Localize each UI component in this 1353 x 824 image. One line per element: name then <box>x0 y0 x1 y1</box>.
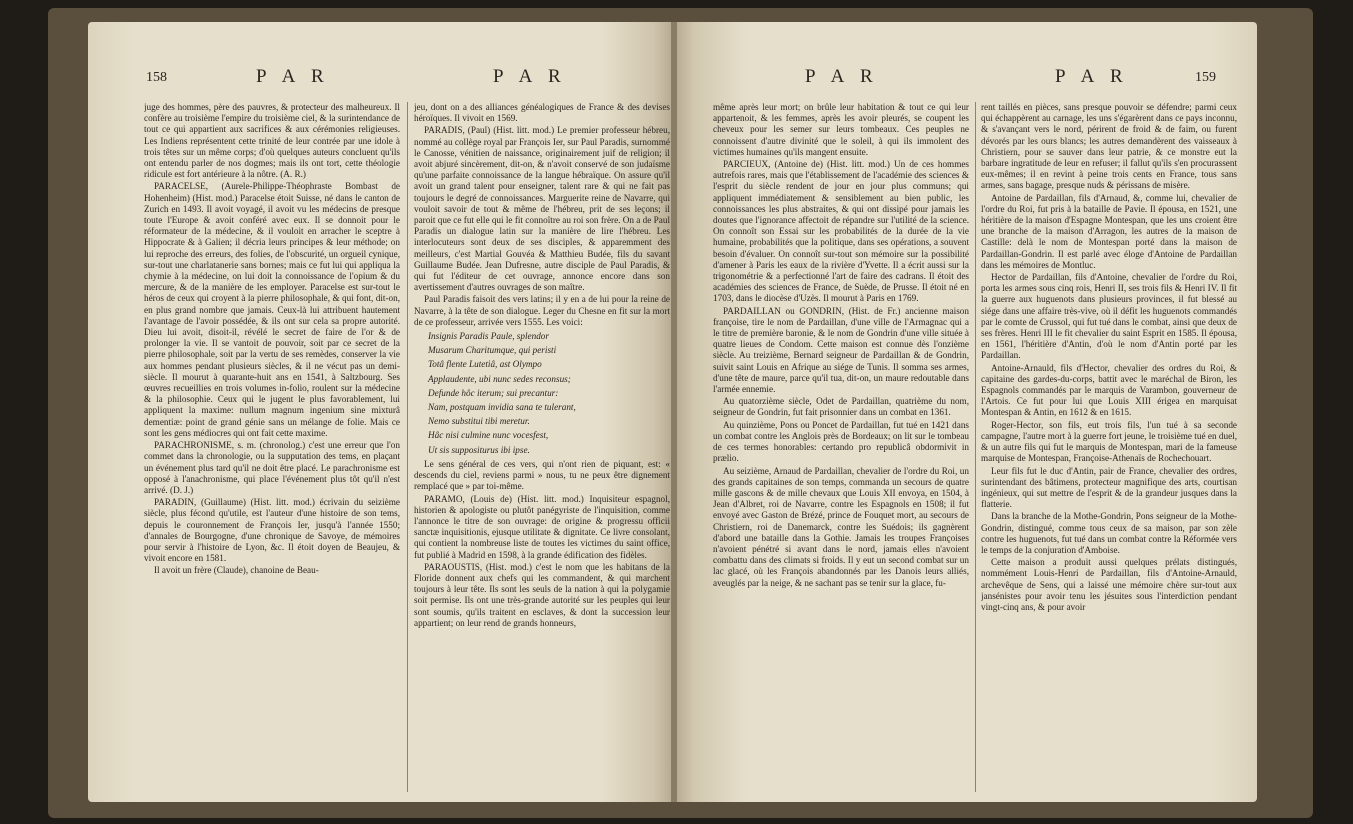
paragraph: Antoine-Arnauld, fils d'Hector, chevalier des ordres du Roi, & capitaine des gardes-du-corps, battit avec le maréchal de Biron, les Espagnols commandés par le marquis de Varambon, gouverneur de l'Artois. Ce fut pour lui que Louis XIII érigea en marquisat Montespan & Antin, en 1612 & en 1615. <box>981 362 1237 418</box>
running-head-right: P A R <box>1055 66 1129 87</box>
left-column-1 <box>144 102 400 792</box>
verse-line: Insignis Paradis Paule, splendor <box>428 331 549 342</box>
verse-line: Hâc nisi culmine nunc vocesfest, <box>428 430 549 441</box>
paragraph: PARACHRONISME, s. m. (chronolog.) c'est une erreur que l'on commet dans la chronologie, ou la supputation des tems, en plaçant un événement plus tard qu'il ne doit être placé. Le parachronisme est opposé à l'anachronisme, qui place l'événement plus tôt qu'il n'est arrivé. (D. J.) <box>144 440 400 495</box>
verse-line: Nam, postquam invidia sana te tulerant, <box>428 402 576 413</box>
right-page <box>677 22 1257 802</box>
paragraph: jeu, dont on a des alliances généalogiques de France & des devises héroïques. Il vivoit en 1569. <box>414 102 670 124</box>
running-head: P A R <box>805 66 879 87</box>
right-column-2 <box>981 102 1237 792</box>
verse-line: Defunde hôc iterum; sui precantur: <box>428 387 559 398</box>
paragraph: PARAMO, (Louis de) (Hist. litt. mod.) Inquisiteur espagnol, historien & apologiste ou plutôt panégyriste de l'inquisition, comme l'annonce le titre de son ouvrage: de origine & progressu officii sanctæ inquisitionis, ejusque utilitate & dignitate. Ce livre consolant, qui contient la nombreuse liste de toutes les victimes du saint office, fut publié à Madrid en 1598, à la grande édification des fidèles. <box>414 493 670 560</box>
paragraph: Roger-Hector, son fils, eut trois fils, l'un tué à sa seconde campagne, l'autre mort à la guerre fort jeune, le troisième tué en duel, & un autre fils qui fut le marquis de Montespan, mari de la fameuse marquise de Montespan, Françoise-Athenaïs de Rochechouart. <box>981 419 1237 464</box>
running-head-right: P A R <box>493 66 567 87</box>
running-head: P A R <box>256 66 330 87</box>
paragraph: PARADIS, (Paul) (Hist. litt. mod.) Le premier professeur hébreu, nommé au collège royal par François Ier, sur Paul Paradis, surnommé le Canosse, vénitien de naissance, originairement juif de religion; il avoit abjuré sincèrement, dit-on, & n'avoit conservé de son judaïsme qu'une parfaite connoissance de la langue hébraïque. On assure qu'il avoit un grand talent pour enseigner, talent rare & qui ne fait pas toujours le degré de connoissances. Marguerite reine de Navarre, qui vouloit savoir de tout & même de l'hébreu, prit de ses leçons; il paroit que ce fut elle qui le fit connoître au roi son frère. On a de Paul Paradis un dialogue latin sur la manière de lire l'hébreu. Les interlocuteurs sont deux de ses disciples, & apparemment des meilleurs, c'est Martial Gouvéa & Matthieu Budée, fils du savant Guillaume Budée. Jean Dufresne, autre disciple de Paul Paradis, & qui fut l'éditeur de cet ouvrage, annonce encore dans son avertissement d'autres ouvrages de son maître. <box>414 125 670 293</box>
column-rule <box>407 102 408 792</box>
paragraph: Au quinzième, Pons ou Poncet de Pardaillan, fut tué en 1421 dans un combat contre les Anglois près de Bordeaux; on lit sur le tombeau de ces termes honorables: certando pro republicâ obdormivit in prælio. <box>713 419 969 464</box>
verse-line: Totâ flente Lutetiâ, ast Olympo <box>428 359 542 370</box>
paragraph: PARACELSE, (Aurele-Philippe-Théophraste Bombast de Hohenheim) (Hist. mod.) Paracelse étoit Suisse, né dans le canton de Zurich en 1493. Il avoit voyagé, il avoit vu les médecins de presque toute l'Europe & avoit conféré avec eux. Il se donnoit pour le réformateur de la médecine, & il vouloit en arracher le sceptre à Hippocrate & à Galien; il décria leurs principes & leur méthode; on lui reproche des erreurs, des folies, de l'obscurité, un orgueil cynique, sur-tout une charlatanerie sans bornes; mais ce fut lui qui appliqua la chymie à la médecine, on lui doit la connoissance de l'opium & du mercure, & de la manière de les employer. Paracelse est sur-tout le héros de ceux qui croyent à la pierre philosophale, & qui font, dit-on, en plus grand nombre que jamais. Ceux-là lui attribuent hautement l'avantage de l'avoir possédée, & ils ont sur cela sa propre autorité. Dieu lui avoit, disoit-il, révélé le secret de faire de l'or & de prolonger la vie. Il se vantoit de pouvoir, soit par ce secret de la pierre philosophale, soit par la vertu de ses remèdes, conserver la vie aux hommes pendant plusieurs siècles, & il ne vécut pas un demi-siècle. Il mourut à quarante-huit ans en 1541, à Saltzbourg. Ses œuvres recueillies en trois volumes in-folio, roulent sur la médecine & la philosophie. Ceux qui le jugent le plus favorablement, lui appliquent la maxime: nullum magnum ingenium sine mixturâ dementiæ: point de grand génie sans un mélange de folie. Mais ce sont les gens médiocres qui ont fait cette maxime. <box>144 181 400 438</box>
paragraph: Hector de Pardaillan, fils d'Antoine, chevalier de l'ordre du Roi, porta les armes sous cinq rois, Henri II, ses trois fils & Henri IV. Il fit la guerre aux huguenots dans plusieurs provinces, il fut blessé au siége dans une affaire très-vive, où il défit les huguenots commandés par le comte de Crussol, qui fut tué dans le combat, ainsi que deux de ses frères. Henri III le fit chevalier du saint Esprit en 1585. Il épousa, en 1561, l'héritière d'Antin, d'où le nom d'Antin porté par les Pardaillan. <box>981 272 1237 361</box>
right-column-1 <box>713 102 969 792</box>
paragraph: juge des hommes, père des pauvres, & protecteur des malheureux. Il confère au troisième l'empire du troisième ciel, & la surintendance de tout ce qui appartient aux sacrifices & aux cérémonies religieuses. Les Indiens représentent cette trinité de leur contrée par une idole à trois têtes sur un même corps; d'où quelques auteurs concluent qu'ils ont entendu parler de nos dogmes; mais ils ont tort, cette théologie ridicule est fort antérieure à la nôtre. (A. R.) <box>144 102 400 180</box>
verse-line: Ut sis suppositurus ibi ipse. <box>428 444 530 455</box>
column-rule <box>975 102 976 792</box>
paragraph: Au seizième, Arnaud de Pardaillan, chevalier de l'ordre du Roi, un des grands capitaines de son temps, commanda un secours de quatre mille gascons & de mille chevaux que Louis XII envoya, en 1504, à Jean d'Albret, roi de Navarre, contre les Espagnols en 1508; il fut envoyé avec Gaston de Brézé, prince de Fouquet mort, au secours de Christiern, roi de Danemarck, contre les Suédois; ils gagnèrent d'abord une bataille dans la Gothie. Jamais les troupes Françoises n'avoient pénétré si avant dans le nord, jamais elles n'avoient combattu dans des climats si froids. Il y eut un second combat sur un lac glacé, où les François abandonnés par les Danois leurs alliés, aveuglés par la neige, & ne sachant pas se tenir sur la glace, fu- <box>713 465 969 588</box>
paragraph: Paul Paradis faisoit des vers latins; il y en a de lui pour la reine de Navarre, à la tête de son dialogue. Leger du Chesne en fit sur la mort de ce professeur, arrivée vers 1555. Les voici: <box>414 294 670 327</box>
paragraph: même après leur mort; on brûle leur habitation & tout ce qui leur appartenoit, & les femmes, après les avoir pleurés, se coupent les cheveux pour les semer sur leurs tombeaux. Ces peuples ne connoissent d'autre divinité que le soleil, à qui ils immolent des victimes humaines qu'ils mangent ensuite. <box>713 102 969 157</box>
paragraph: Cette maison a produit aussi quelques prélats distingués, nommément Louis-Henri de Pardaillan, fils d'Antoine-Arnauld, archevêque de Sens, qui a laissé une mémoire chère sur-tout aux jansénistes pour avoir tenu les jésuites sous l'interdiction pendant vingt-cinq ans, & pour avoir <box>981 557 1237 612</box>
left-page <box>88 22 671 802</box>
paragraph: Il avoit un frère (Claude), chanoine de Beau- <box>154 565 319 576</box>
page-number: 158 <box>146 70 167 85</box>
paragraph: PARDAILLAN ou GONDRIN, (Hist. de Fr.) ancienne maison françoise, tire le nom de Pardaillan, d'une ville de l'Armagnac qui a le titre de première baronie, & le nom de Gondrin d'une ville située à quatre lieues de Condom. Cette maison est connue dès l'onzième siècle. Au treizième, Bernard seigneur de Pardaillan & de Gondrin, suivit saint Louis en Afrique au siége de Tunis. Il somma ses armes, d'une tête de maure, parce qu'il tua, dit-on, un maure redoutable dans l'armée ennemie. <box>713 305 969 395</box>
paragraph: Au quatorzième siècle, Odet de Pardaillan, quatrième du nom, seigneur de Gondrin, fut fait prisonnier dans un combat en 1361. <box>713 396 969 418</box>
paragraph: PARAOUSTIS, (Hist. mod.) c'est le nom que les habitans de la Floride donnent aux chefs qui les commandent, & qui marchent toujours à leur tête. Ils sont les seuls de la nation à qui la polygamie soit permise. Ils ont une très-grande autorité sur les peuples qui leur sont soumis, qu'ils traitent en esclaves, & dont la succession leur appartient; on leur rend de grands honneurs, <box>414 561 670 628</box>
verse-line: Musarum Charitumque, qui peristi <box>428 345 557 356</box>
paragraph: Le sens général de ces vers, qui n'ont rien de piquant, est: « descends du ciel, reviens parmi » nous, tu ne peux être dignement remplacé que » par toi-même. <box>414 458 670 492</box>
verse-line: Nemo substitui tibi meretur. <box>428 416 530 427</box>
page-number: 159 <box>1195 70 1216 85</box>
paragraph: PARADIN, (Guillaume) (Hist. litt. mod.) écrivain du seizième siècle, plus fécond qu'utile, est l'auteur d'une histoire de son tems, depuis le couronnement de François Ier, jusqu'à l'année 1550; d'annales de Bourgogne, d'une chronique de Savoye, de mémoires pour servir à l'histoire de Lyon, &c. Il étoit doyen de Beaujeu, & vivoit encore en 1581. <box>144 497 400 564</box>
paragraph: Antoine de Pardaillan, fils d'Arnaud, &, comme lui, chevalier de l'ordre du Roi, fut pris à la bataille de Pavie. Il épousa, en 1521, une héritière de la maison d'Espagne Montespan, que les uns croient être une branche de la maison d'Arragon, les autres de la maison de Castille: delà le nom de Montespan porté dans la maison de Pardaillan-Gondrin. Il est parlé avec éloge d'Antoine de Pardaillan dans les mémoires de Montluc. <box>981 192 1237 270</box>
paragraph: Leur fils fut le duc d'Antin, pair de France, chevalier des ordres, surintendant des bâtimens, protecteur magnifique des arts, courtisan ingénieux, qui sut mettre de l'esprit & de la grandeur jusques dans la flatterie. <box>981 465 1237 510</box>
paragraph: rent taillés en pièces, sans presque pouvoir se défendre; parmi ceux qui échappèrent au carnage, les uns s'égarèrent dans ce pays inconnu, & s'avançant vers le nord, périrent de froid & de faim, ou furent dévorés par les ours blancs; les autres demandèrent des vaisseaux à Christiern, pour se sauver dans leur patrie, & ce monstre eut la barbare ingratitude de leur en refuser; il fallut qu'ils s'en procurassent eux-mêmes; il en revint à peine trois cents en France, tous sans armes, sans bagage, presque nuds & périssans de misère. <box>981 102 1237 191</box>
verse-line: Applaudente, ubi nunc sedes reconsus; <box>428 373 571 384</box>
paragraph: PARCIEUX, (Antoine de) (Hist. litt. mod.) Un de ces hommes autrefois rares, mais que l'établissement de l'académie des sciences & l'esprit du siècle rendent de jour en jour plus communs; qui appliquent immédiatement & sensiblement au bien public, les connoissances les plus abstraites, & qui ont dissipé pour jamais les doutes que l'ignorance affectoit de répandre sur l'utilité de la science. On connoît son Essai sur les probabilités de la durée de la vie humaine, probabilités que la politique, dans ses opérations, a souvent besoin d'évaluer. On connoît sur-tout son mémoire sur la possibilité d'amener à Paris les eaux de la rivière d'Yvette. Il a écrit aussi sur la trigonométrie & a perfectionné l'art de faire des cadrans. Il étoit des académies des sciences de France, de Suède, de Prusse. Il étoit né en 1703, dans le diocèse d'Uzès. Il mourut à Paris en 1769. <box>713 159 969 304</box>
left-column-2 <box>414 102 670 792</box>
paragraph: Dans la branche de la Mothe-Gondrin, Pons seigneur de la Mothe-Gondrin, distingué, comme tous ceux de sa maison, par son zèle contre les huguenots, fut tué dans un combat contre la Réformée vers le temps de la conjuration d'Amboise. <box>981 511 1237 555</box>
